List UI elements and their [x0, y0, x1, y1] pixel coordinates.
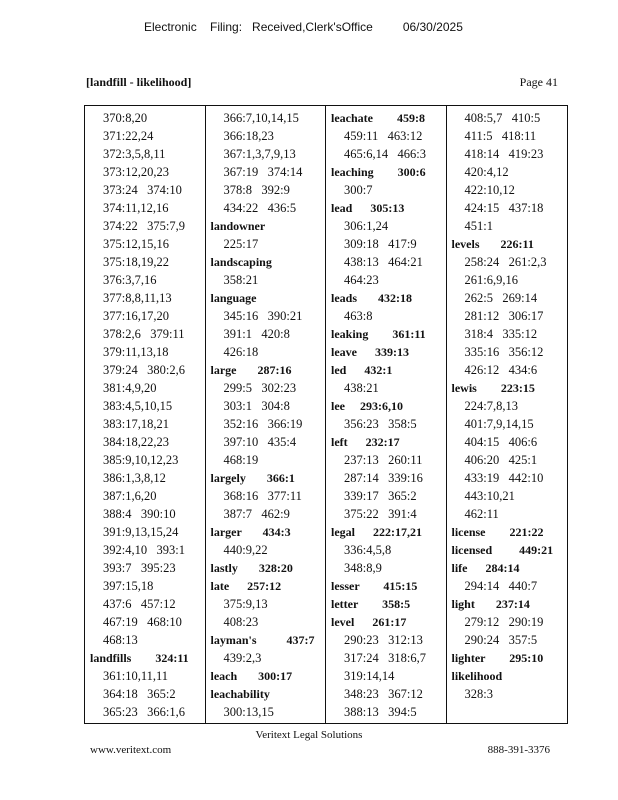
index-reference: 345:16 390:21: [223, 309, 303, 323]
index-reference: 408:5,7 410:5: [464, 111, 541, 125]
index-term: landscaping: [210, 255, 272, 269]
index-term: light 237:14: [451, 597, 530, 611]
index-term: leachability: [210, 687, 270, 701]
index-reference: 434:22 436:5: [223, 201, 297, 215]
index-reference: 281:12 306:17: [464, 309, 544, 323]
index-reference: 440:9,22: [223, 543, 268, 557]
index-reference: 368:16 377:11: [223, 489, 302, 503]
index-reference: 422:10,12: [464, 183, 515, 197]
index-reference: 361:10,11,11: [103, 669, 169, 683]
index-reference: 385:9,10,12,23: [103, 453, 179, 467]
index-reference: 463:8: [344, 309, 373, 323]
index-reference: 468:13: [103, 633, 138, 647]
index-term: lesser 415:15: [331, 579, 418, 593]
index-reference: 299:5 302:23: [223, 381, 297, 395]
index-reference: 373:24 374:10: [103, 183, 182, 197]
index-term: lighter 295:10: [451, 651, 544, 665]
index-reference: 437:6 457:12: [103, 597, 176, 611]
index-reference: 462:11: [464, 507, 499, 521]
index-reference: 426:18: [223, 345, 259, 359]
index-reference: 303:1 304:8: [223, 399, 290, 413]
index-reference: 383:4,5,10,15: [103, 399, 173, 413]
index-reference: 388:4 390:10: [103, 507, 176, 521]
page-index-range: [landfill - likelihood]: [86, 75, 192, 89]
index-reference: 426:12 434:6: [464, 363, 538, 377]
index-reference: 383:17,18,21: [103, 417, 169, 431]
index-reference: 294:14 440:7: [464, 579, 538, 593]
index-reference: 443:10,21: [464, 489, 515, 503]
index-term: leachate 459:8: [331, 111, 425, 125]
index-term: likelihood: [451, 669, 503, 683]
index-reference: 287:14 339:16: [344, 471, 423, 485]
index-term: leaking 361:11: [331, 327, 426, 341]
index-reference: 451:1: [464, 219, 493, 233]
index-reference: 372:3,5,8,11: [103, 147, 166, 161]
index-term: levels 226:11: [451, 237, 534, 251]
index-reference: 262:5 269:14: [464, 291, 538, 305]
index-reference: 366:18,23: [223, 129, 274, 143]
index-reference: 279:12 290:19: [464, 615, 544, 629]
index-reference: 388:13 394:5: [344, 705, 417, 719]
index-term: led 432:1: [331, 363, 393, 377]
index-column-2: [206, 106, 327, 723]
index-reference: 438:21: [344, 381, 379, 395]
index-reference: 258:24 261:2,3: [464, 255, 547, 269]
index-reference: 352:16 366:19: [223, 417, 303, 431]
index-reference: 290:24 357:5: [464, 633, 538, 647]
index-reference: 366:7,10,14,15: [223, 111, 299, 125]
index-reference: 358:21: [223, 273, 259, 287]
index-reference: 318:4 335:12: [464, 327, 538, 341]
index-reference: 367:19 374:14: [223, 165, 303, 179]
index-reference: 309:18 417:9: [344, 237, 417, 251]
index-term: level 261:17: [331, 615, 407, 629]
index-term: large 287:16: [210, 363, 292, 377]
index-term: life 284:14: [451, 561, 520, 575]
footer-company: Veritext Legal Solutions: [255, 729, 363, 741]
index-reference: 377:8,8,11,13: [103, 291, 172, 305]
index-reference: 464:23: [344, 273, 379, 287]
index-term: lewis 223:15: [451, 381, 535, 395]
index-reference: 300:7: [344, 183, 373, 197]
index-reference: 397:15,18: [103, 579, 154, 593]
index-reference: 387:1,6,20: [103, 489, 157, 503]
index-reference: 336:4,5,8: [344, 543, 392, 557]
page-number: Page 41: [519, 75, 558, 89]
index-reference: 306:1,24: [344, 219, 389, 233]
index-reference: 224:7,8,13: [464, 399, 518, 413]
index-term: lee 293:6,10: [331, 399, 403, 413]
index-reference: 261:6,9,16: [464, 273, 518, 287]
index-reference: 374:22 375:7,9: [103, 219, 185, 233]
index-reference: 386:1,3,8,12: [103, 471, 166, 485]
index-column-3: [326, 106, 447, 723]
index-term: lastly 328:20: [210, 561, 293, 575]
index-reference: 376:3,7,16: [103, 273, 157, 287]
index-term: largely 366:1: [210, 471, 295, 485]
index-reference: 378:8 392:9: [223, 183, 290, 197]
index-term: layman's 437:7: [210, 633, 315, 647]
index-reference: 391:1 420:8: [223, 327, 290, 341]
index-reference: 317:24 318:6,7: [344, 651, 426, 665]
index-reference: 467:19 468:10: [103, 615, 182, 629]
index-reference: 367:1,3,7,9,13: [223, 147, 296, 161]
index-term: letter 358:5: [331, 597, 411, 611]
index-reference: 370:8,20: [103, 111, 148, 125]
index-reference: 339:17 365:2: [344, 489, 417, 503]
index-reference: 379:24 380:2,6: [103, 363, 185, 377]
index-reference: 348:23 367:12: [344, 687, 423, 701]
index-reference: 459:11 463:12: [344, 129, 423, 143]
index-reference: 335:16 356:12: [464, 345, 544, 359]
index-reference: 319:14,14: [344, 669, 395, 683]
index-reference: 439:2,3: [223, 651, 262, 665]
index-reference: 391:9,13,15,24: [103, 525, 179, 539]
index-term: legal 222:17,21: [331, 525, 422, 539]
index-reference: 379:11,13,18: [103, 345, 169, 359]
index-reference: 392:4,10 393:1: [103, 543, 185, 557]
index-reference: 393:7 395:23: [103, 561, 176, 575]
index-reference: 237:13 260:11: [344, 453, 423, 467]
index-reference: 381:4,9,20: [103, 381, 157, 395]
index-reference: 356:23 358:5: [344, 417, 417, 431]
index-column-1: [85, 106, 206, 723]
index-term: leach 300:17: [210, 669, 293, 683]
index-reference: 384:18,22,23: [103, 435, 169, 449]
index-reference: 401:7,9,14,15: [464, 417, 534, 431]
index-reference: 418:14 419:23: [464, 147, 544, 161]
index-reference: 225:17: [223, 237, 259, 251]
index-reference: 404:15 406:6: [464, 435, 538, 449]
index-term: language: [210, 291, 257, 305]
index-reference: 438:13 464:21: [344, 255, 423, 269]
electronic-filing-stamp: Electronic Filing: Received,Clerk'sOffice 06/30/2025: [144, 20, 463, 34]
index-reference: 300:13,15: [223, 705, 274, 719]
index-reference: 365:23 366:1,6: [103, 705, 185, 719]
index-reference: 373:12,20,23: [103, 165, 169, 179]
index-reference: 364:18 365:2: [103, 687, 176, 701]
index-reference: 371:22,24: [103, 129, 154, 143]
index-reference: 348:8,9: [344, 561, 382, 575]
index-reference: 465:6,14 466:3: [344, 147, 426, 161]
index-reference: 468:19: [223, 453, 259, 467]
index-reference: 387:7 462:9: [223, 507, 290, 521]
index-term: leads 432:18: [331, 291, 412, 305]
index-reference: 375:12,15,16: [103, 237, 169, 251]
index-term: larger 434:3: [210, 525, 291, 539]
footer-website: www.veritext.com: [90, 744, 172, 756]
index-reference: 420:4,12: [464, 165, 509, 179]
index-reference: 290:23 312:13: [344, 633, 423, 647]
index-term: left 232:17: [331, 435, 400, 449]
index-term: license 221:22: [451, 525, 544, 539]
index-term: landfills 324:11: [90, 651, 189, 665]
index-reference: 328:3: [464, 687, 493, 701]
index-reference: 375:9,13: [223, 597, 268, 611]
index-reference: 411:5 418:11: [464, 129, 537, 143]
index-term: late 257:12: [210, 579, 282, 593]
index-reference: 397:10 435:4: [223, 435, 297, 449]
index-term: leaching 300:6: [331, 165, 426, 179]
index-reference: 375:18,19,22: [103, 255, 169, 269]
index-reference: 433:19 442:10: [464, 471, 544, 485]
index-reference: 374:11,12,16: [103, 201, 169, 215]
index-reference: 378:2,6 379:11: [103, 327, 185, 341]
word-index-grid: [84, 105, 568, 724]
index-term: licensed 449:21: [451, 543, 554, 557]
index-reference: 377:16,17,20: [103, 309, 169, 323]
index-reference: 424:15 437:18: [464, 201, 544, 215]
index-reference: 406:20 425:1: [464, 453, 538, 467]
index-term: lead 305:13: [331, 201, 405, 215]
index-reference: 408:23: [223, 615, 259, 629]
index-reference: 375:22 391:4: [344, 507, 417, 521]
index-term: landowner: [210, 219, 266, 233]
index-column-4: [447, 106, 568, 723]
footer-phone: 888-391-3376: [487, 744, 550, 756]
index-term: leave 339:13: [331, 345, 409, 359]
